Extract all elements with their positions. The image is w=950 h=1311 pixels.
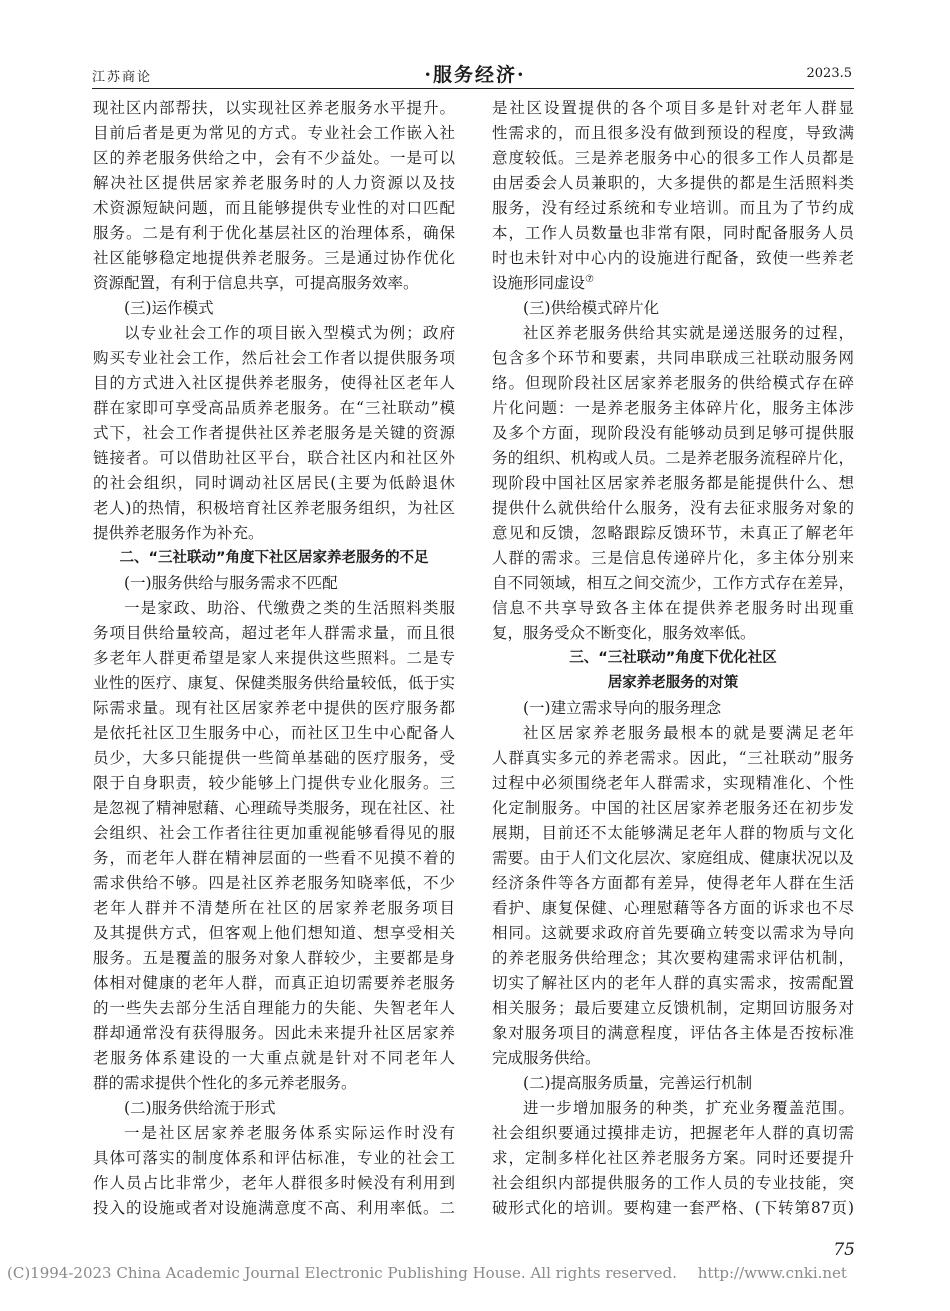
line-text: (二)服务供给流于形式 [124, 1099, 276, 1117]
line-text: 的养老服务供给理念；其次要构建需求评估机制， [492, 949, 854, 967]
text-line [492, 996, 854, 1021]
text-line [492, 321, 854, 346]
line-text: 三、“三社联动”角度下优化社区 [569, 650, 777, 666]
text-line [492, 596, 854, 621]
text-line [492, 471, 854, 496]
text-line [93, 221, 455, 246]
text-line [93, 1021, 455, 1046]
line-text: 破形式化的培训。要构建一套严格、(下转第87页) [492, 1199, 854, 1217]
issue-number: 2023.5 [806, 66, 852, 81]
line-text: 经济条件等各方面都有差异，使得老年人群在生活 [492, 874, 854, 892]
line-text: 群在家即可享受高品质养老服务。在“三社联动”模 [93, 399, 455, 417]
text-line [93, 696, 455, 721]
line-text: 信息不共享导致各主体在提供养老服务时出现重 [492, 599, 854, 617]
line-text: 老人)的热情，积极培育社区养老服务组织，为社区 [93, 499, 455, 517]
line-text: 服务。五是覆盖的服务对象人群较少，主要都是身 [93, 949, 455, 967]
line-text: 居家养老服务的对策 [607, 675, 739, 691]
line-text: 员少，大多只能提供一些简单基础的医疗服务，受 [93, 749, 455, 767]
text-line [492, 346, 854, 371]
section-heading [93, 571, 455, 596]
text-line [492, 446, 854, 471]
text-line [93, 846, 455, 871]
line-text: 提供养老服务作为补充。 [93, 524, 264, 542]
text-line [93, 621, 455, 646]
line-text: 包含多个环节和要素，共同串联成三社联动服务网 [492, 349, 854, 367]
line-text: 片化问题：一是养老服务主体碎片化，服务主体涉 [492, 399, 854, 417]
line-text: 需求供给不够。四是社区养老服务知晓率低，不少 [93, 874, 455, 892]
line-text: 象对服务项目的满意程度，评估各主体是否按标准 [492, 1024, 854, 1042]
line-text: 是忽视了精神慰藉、心理疏导类服务，现在社区、社 [93, 799, 455, 817]
text-line [492, 1171, 854, 1196]
line-text: 由居委会人员兼职的，大多提供的都是生活照料类 [492, 174, 854, 192]
section-heading [492, 696, 854, 721]
text-line [93, 796, 455, 821]
text-line [93, 596, 455, 621]
line-text: 服务。二是有利于优化基层社区的治理体系，确保 [93, 224, 455, 242]
text-line [492, 771, 854, 796]
text-line [93, 396, 455, 421]
section-heading [492, 646, 854, 671]
text-line [492, 1096, 854, 1121]
line-text: 一是社区居家养老服务体系实际运作时没有 [124, 1124, 455, 1142]
text-line [93, 771, 455, 796]
text-line [492, 821, 854, 846]
line-text: 设施形同虚设 [492, 274, 586, 292]
line-text: 时也未针对中心内的设施进行配备，致使一些养老 [492, 249, 854, 267]
line-text: 投入的设施或者对设施满意度不高、利用率低。二 [93, 1199, 455, 1217]
line-text: 业性的医疗、康复、保健类服务供给量较低，低于实 [93, 674, 455, 692]
text-line [93, 896, 455, 921]
line-text: 服务，没有经过系统和专业培训。而且为了节约成 [492, 199, 854, 217]
line-text: 社区养老服务供给其实就是递送服务的过程， [523, 324, 854, 342]
text-line [93, 421, 455, 446]
text-line [492, 221, 854, 246]
text-line [93, 646, 455, 671]
line-text: (一)服务供给与服务需求不匹配 [124, 574, 338, 592]
line-text: 老服务体系建设的一大重点就是针对不同老年人 [93, 1049, 455, 1067]
line-text: (三)供给模式碎片化 [523, 299, 660, 317]
line-text: 求，定制多样化社区养老服务方案。同时还要提升 [492, 1149, 854, 1167]
line-text: 意度较低。三是养老服务中心的很多工作人员都是 [492, 149, 854, 167]
line-text: 人群真实多元的养老需求。因此，“三社联动”服务 [492, 749, 854, 767]
right-column [492, 96, 854, 1221]
text-line [93, 121, 455, 146]
line-text: 务，而老年人群在精神层面的一些看不见摸不着的 [93, 849, 455, 867]
line-text: 本，工作人员数量也非常有限，同时配备服务人员 [492, 224, 854, 242]
text-line [93, 1046, 455, 1071]
text-line [492, 946, 854, 971]
line-text: 限于自身职责，较少能够上门提供专业化服务。三 [93, 774, 455, 792]
text-line [492, 371, 854, 396]
line-text: (三)运作模式 [124, 299, 214, 317]
text-line [93, 871, 455, 896]
line-text: 自不同领域，相互之间交流少，工作方式存在差异， [492, 574, 854, 592]
text-line [492, 796, 854, 821]
text-line [93, 721, 455, 746]
text-line [93, 1196, 455, 1221]
line-text: 会组织、社会工作者往往更加重视能够看得见的服 [93, 824, 455, 842]
text-line [93, 96, 455, 121]
text-line [492, 121, 854, 146]
line-text: 群却通常没有获得服务。因此未来提升社区居家养 [93, 1024, 455, 1042]
line-text: 及其提供方式，但客观上他们想知道、想享受相关 [93, 924, 455, 942]
text-line [93, 171, 455, 196]
text-line [93, 921, 455, 946]
line-text: 络。但现阶段社区居家养老服务的供给模式存在碎 [492, 374, 854, 392]
line-text: 际需求量。现有社区居家养老中提供的医疗服务都 [93, 699, 455, 717]
line-text: 意见和反馈，忽略跟踪反馈环节，未真正了解老年 [492, 524, 854, 542]
copyright-notice: (C)1994-2023 China Academic Journal Electronic Publishing House. All rights reserved. [7, 1264, 677, 1282]
text-line [492, 1146, 854, 1171]
text-line [93, 746, 455, 771]
text-line [492, 1196, 854, 1221]
text-line [93, 446, 455, 471]
text-line [492, 96, 854, 121]
text-line [93, 821, 455, 846]
line-text: 进一步增加服务的种类，扩充业务覆盖范围。 [523, 1099, 854, 1117]
section-heading [492, 671, 854, 696]
line-text: 购买专业社会工作，然后社会工作者以提供服务项 [93, 349, 455, 367]
line-text: 具体可落实的制度体系和评估标准，专业的社会工 [93, 1149, 455, 1167]
text-line [492, 521, 854, 546]
text-line [93, 146, 455, 171]
text-line [93, 471, 455, 496]
text-line [492, 871, 854, 896]
line-text: 看护、康复保健、心理慰藉等各方面的诉求也不尽 [492, 899, 854, 917]
line-text: 目前后者是更为常见的方式。专业社会工作嵌入社 [93, 124, 455, 142]
text-line [492, 396, 854, 421]
text-line [492, 1121, 854, 1146]
text-line [93, 1171, 455, 1196]
text-line [93, 346, 455, 371]
text-line [93, 1121, 455, 1146]
line-text: 现社区内部帮扶，以实现社区养老服务水平提升。 [93, 99, 455, 117]
line-text: (一)建立需求导向的服务理念 [523, 699, 722, 717]
line-text: 社区能够稳定地提供养老服务。三是通过协作优化 [93, 249, 455, 267]
line-text: 务的组织、机构或人员。二是养老服务流程碎片化， [492, 449, 854, 467]
text-line [93, 321, 455, 346]
text-line [93, 971, 455, 996]
line-text: 目的方式进入社区提供养老服务，使得社区老年人 [93, 374, 455, 392]
line-text: 是社区设置提供的各个项目多是针对老年人群显 [492, 99, 854, 117]
section-heading [93, 546, 455, 571]
line-text: 一是家政、助浴、代缴费之类的生活照料类服 [124, 599, 455, 617]
line-text: 群的需求提供个性化的多元养老服务。 [93, 1074, 357, 1092]
text-line [93, 671, 455, 696]
text-line [492, 571, 854, 596]
text-line [492, 496, 854, 521]
line-text: 是依托社区卫生服务中心，而社区卫生中心配备人 [93, 724, 455, 742]
text-line [492, 171, 854, 196]
left-column [93, 96, 455, 1221]
section-heading [93, 1096, 455, 1121]
footer [7, 1264, 847, 1282]
text-line [93, 246, 455, 271]
footnote-marker: ⑦ [585, 273, 594, 285]
line-text: (二)提高服务质量，完善运行机制 [523, 1074, 753, 1092]
text-line [93, 496, 455, 521]
journal-name: 江苏商论 [92, 70, 153, 85]
line-text: 切实了解社区内的老年人群的真实需求，按需配置 [492, 974, 854, 992]
text-line [492, 271, 854, 296]
text-line [93, 996, 455, 1021]
line-text: 复，服务受众不断变化，服务效率低。 [492, 624, 756, 642]
page-number: 75 [833, 1240, 855, 1260]
line-text: 社会组织内部提供服务的工作人员的专业技能，突 [492, 1174, 854, 1192]
line-text: 及多个方面，现阶段没有能够动员到足够可提供服 [492, 424, 854, 442]
section-title: ·服务经济· [424, 64, 526, 86]
text-line [492, 196, 854, 221]
line-text: 完成服务供给。 [492, 1049, 601, 1067]
line-text: 展期，目前还不太能够满足老年人群的物质与文化 [492, 824, 854, 842]
line-text: 过程中必须围绕老年人群需求，实现精准化、个性 [492, 774, 854, 792]
text-line [492, 1021, 854, 1046]
text-line [93, 946, 455, 971]
line-text: 的一些失去部分生活自理能力的失能、失智老年人 [93, 999, 455, 1017]
text-line [492, 921, 854, 946]
text-line [492, 146, 854, 171]
text-line [492, 546, 854, 571]
text-line [93, 1071, 455, 1096]
line-text: 相关服务；最后要建立反馈机制，定期回访服务对 [492, 999, 854, 1017]
text-line [492, 246, 854, 271]
line-text: 提供什么就供给什么服务，没有去征求服务对象的 [492, 499, 854, 517]
line-text: 人群的需求。三是信息传递碎片化，多主体分别来 [492, 549, 854, 567]
text-line [492, 746, 854, 771]
line-text: 体相对健康的老年人群，而真正迫切需要养老服务 [93, 974, 455, 992]
line-text: 现阶段中国社区居家养老服务都是能提供什么、想 [492, 474, 854, 492]
line-text: 需要。由于人们文化层次、家庭组成、健康状况以及 [492, 849, 854, 867]
line-text: 解决社区提供居家养老服务时的人力资源以及技 [93, 174, 455, 192]
line-text: 作人员占比非常少，老年人群很多时候没有利用到 [93, 1174, 455, 1192]
text-line [492, 421, 854, 446]
text-line [492, 721, 854, 746]
line-text: 的社会组织，同时调动社区居民(主要为低龄退休 [93, 474, 455, 492]
line-text: 化定制服务。中国的社区居家养老服务还在初步发 [492, 799, 854, 817]
line-text: 资源配置，有利于信息共享，可提高服务效率。 [93, 274, 419, 292]
section-heading [492, 296, 854, 321]
header-rule [92, 88, 854, 89]
line-text: 相同。这就要求政府首先要确立转变以需求为导向 [492, 924, 854, 942]
line-text: 社区居家养老服务最根本的就是要满足老年 [523, 724, 854, 742]
line-text: 链接者。可以借助社区平台，联合社区内和社区外 [93, 449, 455, 467]
text-line [93, 271, 455, 296]
line-text: 性需求的，而且很多没有做到预设的程度，导致满 [492, 124, 854, 142]
section-heading [492, 1071, 854, 1096]
text-line [93, 371, 455, 396]
text-line [492, 896, 854, 921]
text-line [492, 971, 854, 996]
section-heading [93, 296, 455, 321]
line-text: 务项目供给量较高，超过老年人群需求量，而且很 [93, 624, 455, 642]
line-text: 社会组织要通过摸排走访，把握老年人群的真切需 [492, 1124, 854, 1142]
page-header [0, 0, 950, 90]
text-line [93, 521, 455, 546]
line-text: 二、“三社联动”角度下社区居家养老服务的不足 [119, 550, 429, 566]
line-text: 区的养老服务供给之中，会有不少益处。一是可以 [93, 149, 455, 167]
text-line [93, 1146, 455, 1171]
footer-url[interactable]: http://www.cnki.net [697, 1264, 847, 1282]
line-text: 以专业社会工作的项目嵌入型模式为例；政府 [124, 324, 455, 342]
text-line [492, 846, 854, 871]
line-text: 式下，社会工作者提供社区养老服务是关键的资源 [93, 424, 455, 442]
line-text: 多老年人群更希望是家人来提供这些照料。二是专 [93, 649, 455, 667]
text-line [492, 1046, 854, 1071]
text-line [492, 621, 854, 646]
line-text: 老年人群并不清楚所在社区的居家养老服务项目 [93, 899, 455, 917]
text-line [93, 196, 455, 221]
line-text: 术资源短缺问题，而且能够提供专业性的对口匹配 [93, 199, 455, 217]
